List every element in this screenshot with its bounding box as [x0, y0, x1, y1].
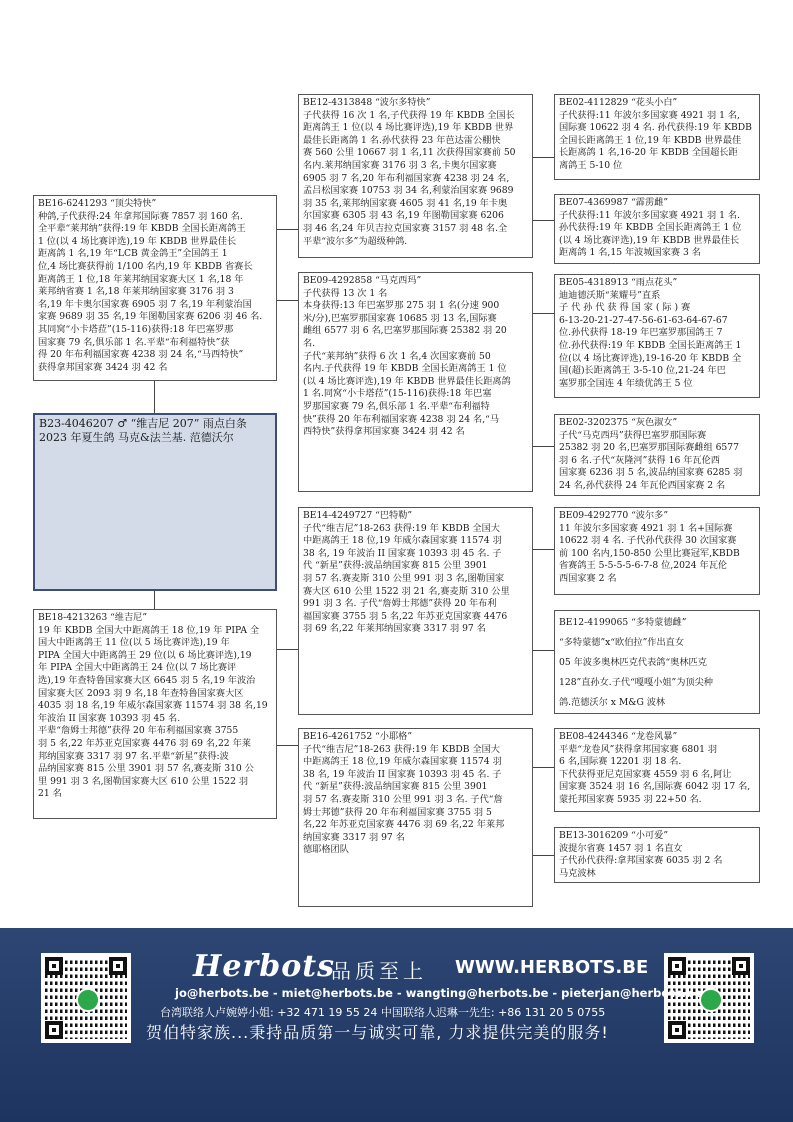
dam-dam-line: 子代“维吉尼”18-263 获得:19 年 KBDB 全国大	[303, 743, 500, 755]
connector-line	[533, 549, 554, 550]
ssd-title: BE07-4369987 “霹雳雌”	[559, 197, 669, 208]
dam-dam-card	[298, 728, 533, 907]
sire-sire-card	[298, 94, 533, 258]
sire-line: 距离鸽 1 名,19 年“LCB 黄金鸽王”全国鸽王 1	[38, 248, 228, 260]
phone-contacts: 台湾联络人卢婉婷小姐: +32 471 19 55 24 中国联络人迟琳一先生: +86 131 20 5 0755	[160, 1006, 606, 1019]
dds-line: 国家赛 3524 羽 16 名,国际赛 6042 羽 17 名,	[559, 781, 751, 793]
dam-dam-line: 名,22 年苏亚克国家赛 4476 羽 69 名,22 年莱邦	[303, 819, 505, 831]
subject-breeder: 马克&法兰基. 范德沃尔	[118, 431, 234, 444]
dam-dam-line: 38 名, 19 年波治 II 国家赛 10393 羽 45 名. 子	[303, 768, 502, 780]
dam-sire-line: 羽 69 名,22 年莱邦纳国家赛 3317 羽 97 名	[303, 623, 486, 635]
sire-dam-dam-card	[554, 414, 760, 496]
dam-sire-line: 福国家赛 3755 羽 5 名,22 年苏亚克国家赛 4476	[303, 610, 508, 622]
dam-line: 19 年 KBDB 全国大中距离鸽王 18 位,19 年 PIPA 全	[38, 624, 260, 636]
sds-line: 6-13-20-21-27-47-56-61-63-64-67-67	[559, 314, 728, 326]
dam-sire-line: 中距离鸽王 18 位,19 年威尔森国家赛 11574 羽	[303, 535, 502, 547]
sdd-line: 子代“马克西玛”获得巴塞罗那国际赛	[559, 429, 707, 441]
connector-line	[533, 220, 554, 221]
connector-line	[277, 300, 298, 301]
connector-line	[277, 745, 298, 746]
ddd-line: 子代孙代获得:拿邦国家赛 6035 羽 2 名	[559, 855, 723, 867]
line-logo-icon	[76, 988, 100, 1012]
dsd-title: BE12-4199065 “多特蒙德雌”	[559, 617, 687, 628]
dam-card	[33, 609, 277, 819]
ssd-line: (以 4 场比赛评选),19 年 KBDB 世界最佳长	[559, 234, 740, 246]
dds-line: 下代获得亚尼克国家赛 4559 羽 6 名,阿让	[559, 768, 732, 780]
sire-dam-line: 子代“莱邦纳”获得 6 次 1 名,4 次国家赛前 50	[303, 350, 491, 362]
sire-sire-title: BE12-4313848 “波尔多特快”	[303, 97, 431, 108]
sire-dam-line: 本身获得:13 年巴塞罗那 275 羽 1 名(分速 900	[303, 300, 500, 312]
dds-line: 6 名,国际赛 12201 羽 18 名.	[559, 756, 682, 768]
sire-title: BE16-6241293 “顶尖特快”	[38, 198, 157, 209]
dam-sire-line: 38 名, 19 年波治 II 国家赛 10393 羽 45 名. 子	[303, 547, 502, 559]
sire-sire-line: 子代获得 16 次 1 名,子代获得 19 年 KBDB 全国长	[303, 109, 515, 121]
ddd-title: BE13-3016209 “小可爱”	[559, 830, 669, 841]
dam-line: 平辈“詹姆士邦德”获得 20 年布利福国家赛 3755	[38, 725, 239, 737]
sire-dam-line: (以 4 场比赛评选),19 年 KBDB 世界最佳长距离鸽	[303, 375, 511, 387]
sire-dam-title: BE09-4292858 “马克西玛”	[303, 275, 422, 286]
website-link[interactable]: WWW.HERBOTS.BE	[455, 957, 649, 978]
sire-dam-line: 子代获得 13 次 1 名	[303, 287, 388, 299]
sire-line: 获得拿邦国家赛 3424 羽 42 名	[38, 361, 168, 373]
sire-dam-line: 名.	[303, 337, 316, 349]
dss-line: 西国家赛 2 名	[559, 572, 617, 584]
dds-line: 蒙托邦国家赛 5935 羽 22+50 名.	[559, 793, 702, 805]
dam-dam-line: 姆士邦德”获得 20 年布利福国家赛 3755 羽 5	[303, 806, 492, 818]
sire-dam-card	[298, 272, 533, 492]
dam-dam-dam-card	[554, 827, 760, 883]
sds-line: 国(超)长距离鸽王 3-5-10 位,21-24 年巴	[559, 365, 726, 377]
dss-line: 省赛鸽王 5-5-5-5-6-7-8 位,2024 年瓦伦	[559, 560, 728, 572]
dam-sire-card	[298, 507, 533, 715]
sire-sire-line: 尔国家赛 6305 羽 43 名,19 年图勒国家赛 6206	[303, 210, 504, 222]
dam-dam-title: BE16-4261752 “小耶格”	[303, 731, 413, 742]
dsd-line: 05 年波多奥林匹克代表鸽“奥林匹克	[559, 657, 707, 668]
dss-line: 11 年波尔多国家赛 4921 羽 1 名+国际赛	[559, 522, 733, 534]
sire-dam-line: 米/分),巴塞罗那国家赛 10685 羽 13 名,国际赛	[303, 312, 497, 324]
qr-code-left[interactable]	[41, 953, 131, 1043]
sdd-line: 25382 羽 20 名,巴塞罗那国际赛雌组 6577	[559, 442, 739, 454]
dsd-line: 鸽.范德沃尔 x M&G 波林	[559, 697, 666, 708]
dam-sire-line: 子代“维吉尼”18-263 获得:19 年 KBDB 全国大	[303, 522, 500, 534]
subject-ring-name: B23-4046207 ♂ “维吉尼 207” 雨点白条	[39, 417, 247, 430]
sire-sire-line: 赛 560 公里 10667 羽 1 名,11 次获得国家赛前 50	[303, 147, 516, 159]
dam-dam-line: 中距离鸽王 18 位,19 年威尔森国家赛 11574 羽	[303, 756, 502, 768]
subject-card	[33, 413, 277, 591]
sire-sire-line: 距离鸽王 1 位(以 4 场比赛评选),19 年 KBDB 世界	[303, 122, 514, 134]
connector-line	[533, 313, 554, 314]
sire-sire-line: 孟吕松国家赛 10753 羽 34 名,利蒙治国家赛 9689	[303, 185, 514, 197]
dds-line: 平辈“龙卷风”获得拿邦国家赛 6801 羽	[559, 743, 718, 755]
dam-dam-line: 代 “新星”获得:波品纳国家赛 815 公里 3901	[303, 781, 488, 793]
connector-line	[533, 767, 554, 768]
sss-title: BE02-4112829 “花头小白”	[559, 97, 678, 108]
sire-sire-line: 平辈“波尔多”为超级种鸽.	[303, 235, 408, 247]
sdd-line: 国家赛 6236 羽 5 名,波品纳国家赛 6285 羽	[559, 467, 743, 479]
sss-line: 国际赛 10622 羽 4 名. 孙代获得:19 年 KBDB	[559, 122, 752, 134]
dam-dam-line: 德耶格团队	[303, 844, 349, 856]
dam-sire-line: 羽 57 名.赛麦斯 310 公里 991 羽 3 名,图勒国家	[303, 572, 505, 584]
connector-line	[277, 229, 298, 230]
sire-line: 名,19 年卡奥尔国家赛 6905 羽 7 名,19 年利蒙治国	[38, 298, 252, 310]
sire-sire-line: 名内.莱邦纳国家赛 3176 羽 3 名,卡奥尔国家赛	[303, 159, 497, 171]
dam-dam-line: 纳国家赛 3317 羽 97 名	[303, 831, 405, 843]
connector-line	[533, 157, 554, 158]
dam-line: PIPA 全国大中距离鸽王 29 位(以 6 场比赛评选),19	[38, 649, 252, 661]
sire-dam-line: 西特快”获得拿邦国家赛 3424 羽 42 名	[303, 426, 465, 438]
dam-line: 年 PIPA 全国大中距离鸽王 24 位(以 7 场比赛评	[38, 662, 237, 674]
dam-line: 国大中距离鸽王 11 位(以 5 场比赛评选),19 年	[38, 637, 230, 649]
connector-line	[154, 381, 155, 413]
dam-line: 选),19 年查特鲁国家赛大区 6645 羽 5 名,19 年波治	[38, 674, 256, 686]
dss-line: 10622 羽 4 名. 子代孙代获得 30 次国家赛	[559, 535, 737, 547]
qr-code-icon	[45, 957, 127, 1039]
dam-sire-line: 991 羽 3 名. 子代“詹姆士邦德”获得 20 年布利	[303, 598, 497, 610]
sire-sire-dam-card	[554, 194, 760, 264]
sire-dam-line: 雌组 6577 羽 6 名,巴塞罗那国际赛 25382 羽 20	[303, 325, 507, 337]
sire-line: 位,4 场比赛获得前 1/100 名内,19 年 KBDB 省赛长	[38, 260, 253, 272]
dam-dam-line: 羽 57 名.赛麦斯 310 公里 991 羽 3 名. 子代“詹	[303, 793, 503, 805]
sds-line: 位(以 4 场比赛评选),19-16-20 年 KBDB 全	[559, 352, 742, 364]
sire-line: 莱邦纳省赛 1 名,18 年莱邦纳国家赛 3176 羽 3	[38, 286, 234, 298]
dam-sire-sire-card	[554, 507, 760, 595]
sds-line: 塞罗那全国连 4 年绩优鸽王 5 位	[559, 377, 693, 389]
dam-line: 年波治 II 国家赛 10393 羽 45 名.	[38, 712, 181, 724]
sds-title: BE05-4318913 “雨点花头”	[559, 277, 678, 288]
email-contacts[interactable]: jo@herbots.be - miet@herbots.be - wangting@herbots.be - pieterjan@herbots.be	[175, 986, 703, 1000]
sds-line: 位.孙代获得:19 年 KBDB 全国长距离鸽王 1	[559, 339, 742, 351]
sire-sire-line: 6905 羽 7 名,20 年布利福国家赛 4238 羽 24 名,	[303, 172, 510, 184]
company-motto: 贺伯特家族...秉持品质第一与诚实可靠, 力求提供完美的服务!	[146, 1023, 609, 1042]
dam-sire-dam-card	[554, 610, 760, 714]
sss-line: 全国长距离鸽王 1 位,19 年 KBDB 世界最佳	[559, 134, 742, 146]
dss-title: BE09-4292770 “波尔多”	[559, 510, 669, 521]
sire-line: 种鸽,子代获得:24 年拿邦国际赛 7857 羽 160 名.	[38, 210, 243, 222]
sire-line: 全平辈“莱邦纳”获得:19 年 KBDB 全国长距离鸽王	[38, 223, 246, 235]
sire-line: 得 20 年布利福国家赛 4238 羽 24 名,“马西特快”	[38, 349, 244, 361]
dam-dam-sire-card	[554, 728, 760, 812]
sire-sire-line: 最佳长距离鸽 1 名.孙代获得 23 年芭达雷公棚快	[303, 134, 501, 146]
ssd-line: 孙代获得:19 年 KBDB 全国长距离鸽王 1 位	[559, 222, 742, 234]
sire-dam-line: 快”获得 20 年布利福国家赛 4238 羽 24 名,“马	[303, 413, 500, 425]
sire-line: 家赛 9689 羽 35 名,19 年图勒国家赛 6206 羽 46 名.	[38, 311, 263, 323]
sire-line: 其同窝“小卡塔菈”(15-116)获得:18 年巴塞罗那	[38, 323, 234, 335]
dsd-line: 128”直孙女.子代“嘎嘎小姐”为顶尖种	[559, 677, 713, 688]
subject-year: 2023 年夏生鸽	[39, 431, 115, 444]
ssd-line: 子代获得:11 年波尔多国家赛 4921 羽 1 名.	[559, 209, 740, 221]
sire-line: 距离鸽王 1 位,18 年莱邦纳国家赛大区 1 名,18 年	[38, 273, 244, 285]
sire-line: 国家赛 79 名,俱乐部 1 名.平辈“布利福特快”获	[38, 336, 230, 348]
brand-slogan: 品质至上	[331, 959, 427, 983]
sds-line: 迪迪德沃斯“莱耀号”直系	[559, 289, 661, 301]
ssd-line: 距离鸽 1 名,15 年波城国家赛 3 名	[559, 247, 701, 259]
sds-line: 位.孙代获得 18-19 年巴塞罗那国鸽王 7	[559, 327, 723, 339]
dss-line: 前 100 名内,150-850 公里比赛冠军,KBDB	[559, 547, 740, 559]
sire-sire-line: 羽 35 名,莱邦纳国家赛 4605 羽 41 名,19 年卡奥	[303, 197, 508, 209]
dam-line: 羽 5 名,22 年苏亚克国家赛 4476 羽 69 名,22 年莱	[38, 737, 251, 749]
sire-sire-sire-card	[554, 94, 760, 180]
ddd-line: 马克波林	[559, 867, 596, 879]
sdd-line: 羽 6 名.子代“灰隆河”获得 16 年瓦伦西	[559, 454, 720, 466]
ddd-line: 波提尔省赛 1457 羽 1 名直女	[559, 842, 683, 854]
connector-line	[277, 649, 298, 650]
dam-line: 4035 羽 18 名,19 年威尔森国家赛 11574 羽 38 名,19	[38, 700, 268, 712]
connector-line	[533, 446, 554, 447]
dam-line: 国家赛大区 2093 羽 9 名,18 年查特鲁国家赛大区	[38, 687, 244, 699]
dam-line: 里 991 羽 3 名,图勒国家赛大区 610 公里 1522 羽	[38, 775, 249, 787]
dam-title: BE18-4213263 “维吉尼”	[38, 612, 148, 623]
dam-line: 邦纳国家赛 3317 羽 97 名.平辈“新星”获得:波	[38, 750, 229, 762]
sire-line: 1 位(以 4 场比赛评选),19 年 KBDB 世界最佳长	[38, 235, 237, 247]
sss-line: 长距离鸽 1 名,16-20 年 KBDB 全国超长距	[559, 147, 738, 159]
connector-line	[533, 855, 554, 856]
dam-sire-line: 代 “新星”获得:波品纳国家赛 815 公里 3901	[303, 560, 488, 572]
sss-line: 离鸽王 5-10 位	[559, 159, 623, 171]
dds-title: BE08-4244346 “龙卷风暴”	[559, 731, 678, 742]
sire-dam-line: 罗那国家赛 79 名,俱乐部 1 名.平辈“布利福特	[303, 400, 490, 412]
sire-dam-sire-card	[554, 274, 760, 398]
dam-sire-line: 赛大区 610 公里 1522 羽 21 名,赛麦斯 310 公里	[303, 585, 510, 597]
dsd-line: “多特蒙德”x“欧伯拉”作出直女	[559, 637, 685, 648]
sdd-line: 24 名,孙代获得 24 年瓦伦西国家赛 2 名	[559, 479, 726, 491]
connector-line	[533, 650, 554, 651]
sss-line: 子代获得:11 年波尔多国家赛 4921 羽 1 名,	[559, 109, 740, 121]
sire-dam-line: 名内.子代获得 19 年 KBDB 全国长距离鸽王 1 位	[303, 363, 507, 375]
connector-line	[154, 591, 155, 609]
sdd-title: BE02-3202375 “灰色淑女”	[559, 417, 678, 428]
dam-line: 品纳国家赛 815 公里 3901 羽 57 名,赛麦斯 310 公	[38, 763, 254, 775]
dam-sire-title: BE14-4249727 “巴特勒”	[303, 510, 413, 521]
wechat-logo-icon	[699, 988, 723, 1012]
sire-card	[33, 195, 277, 381]
sds-line: 子 代 孙 代 获 得 国 家 ( 际 ) 赛	[559, 302, 691, 314]
sire-dam-line: 1 名.同窝“小卡塔菈”(15-116)获得:18 年巴塞	[303, 388, 492, 400]
sire-sire-line: 羽 46 名,24 年贝吉拉克国家赛 3157 羽 48 名.全	[303, 222, 508, 234]
dam-line: 21 名	[38, 788, 62, 800]
brand-logo: Herbots	[193, 949, 335, 984]
